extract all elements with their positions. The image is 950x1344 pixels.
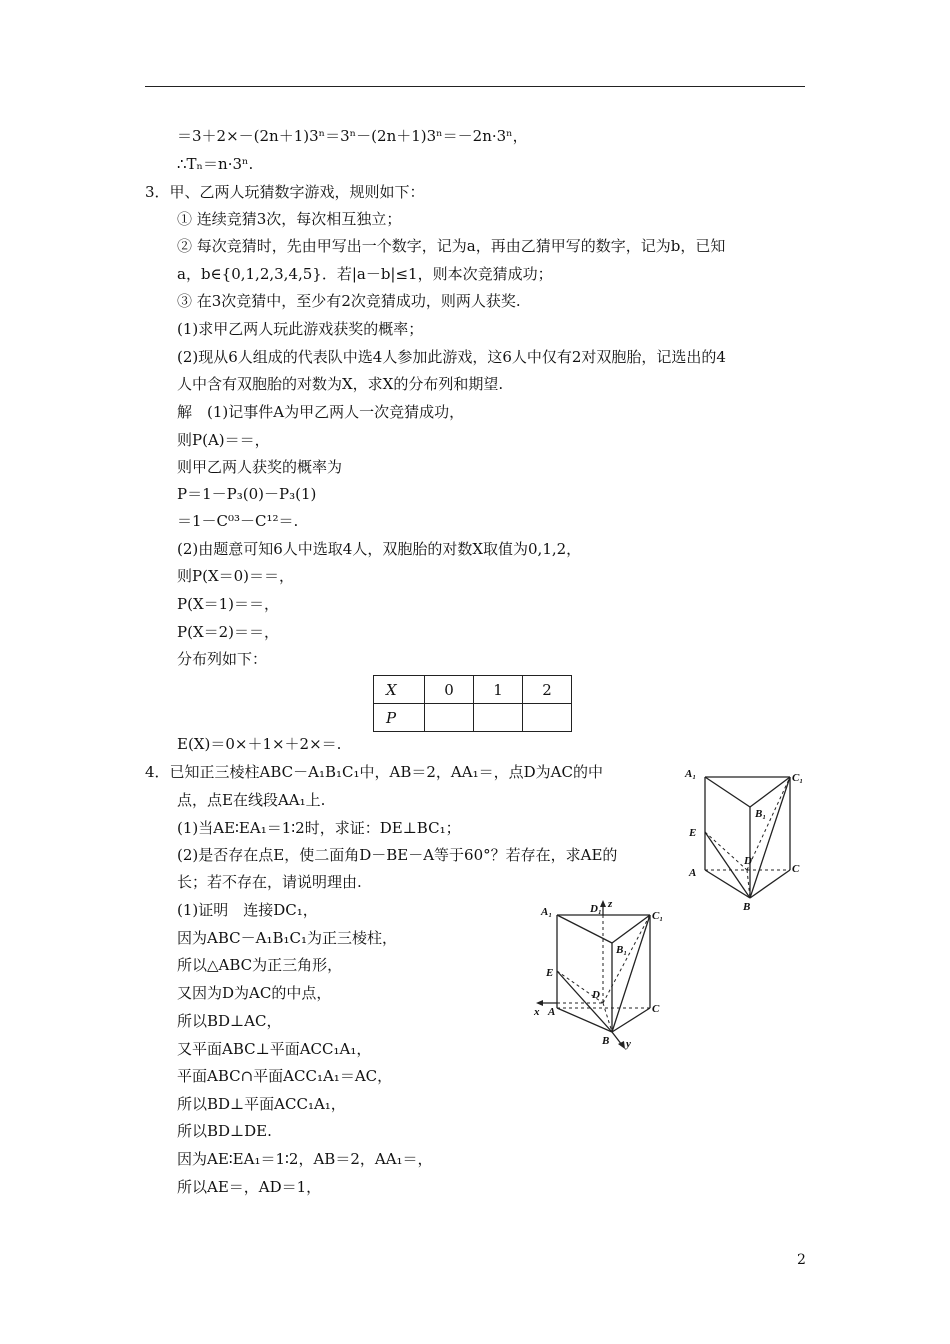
text-line: a，b∈{0,1,2,3,4,5}．若|a－b|≤1，则本次竞猜成功； bbox=[177, 265, 553, 283]
text-line: ∴Tₙ＝n·3ⁿ. bbox=[177, 155, 254, 173]
label-A: A bbox=[689, 867, 697, 879]
table-cell bbox=[523, 704, 572, 732]
text-line: 又因为D为AC的中点， bbox=[177, 984, 332, 1002]
label-D: D bbox=[744, 855, 752, 867]
table-cell: P bbox=[374, 704, 425, 732]
label-x: x bbox=[534, 1006, 540, 1018]
table-cell: 0 bbox=[425, 676, 474, 704]
text-line: ③ 在3次竞猜中，至少有2次竞猜成功，则两人获奖. bbox=[177, 292, 521, 310]
text-line: 则甲乙两人获奖的概率为 bbox=[177, 458, 343, 476]
solution-heading: 解 (1)记事件A为甲乙两人一次竞猜成功， bbox=[177, 403, 465, 421]
text-line: 则P(A)＝＝， bbox=[177, 431, 270, 449]
text-line: ① 连续竞猜3次，每次相互独立； bbox=[177, 210, 402, 228]
text-line: 又平面ABC⊥平面ACC₁A₁， bbox=[177, 1040, 372, 1058]
text-line: (2)由题意可知6人中选取4人，双胞胎的对数X取值为0,1,2， bbox=[177, 540, 582, 558]
text-line: ② 每次竞猜时，先由甲写出一个数字，记为a，再由乙猜甲写的数字，记为b，已知 bbox=[177, 237, 726, 255]
prism-figure-2 bbox=[530, 897, 675, 1057]
text-line: E(X)＝0×＋1×＋2×＝. bbox=[177, 735, 342, 753]
table-cell bbox=[425, 704, 474, 732]
label-B: B bbox=[743, 901, 751, 913]
problem-3-heading: 3．甲、乙两人玩猜数字游戏，规则如下： bbox=[145, 183, 425, 201]
text-line: P(X＝1)＝＝， bbox=[177, 595, 280, 613]
text-line: 因为AE∶EA₁＝1∶2，AB＝2，AA₁＝， bbox=[177, 1150, 433, 1168]
table-row bbox=[374, 676, 572, 704]
text-line: P＝1－P₃(0)－P₃(1) bbox=[177, 485, 317, 503]
text-line: 平面ABC∩平面ACC₁A₁＝AC， bbox=[177, 1067, 393, 1085]
label-B: B bbox=[602, 1035, 610, 1047]
table-row bbox=[374, 704, 572, 732]
text-line: 人中含有双胞胎的对数为X，求X的分布列和期望. bbox=[177, 375, 504, 393]
label-z: z bbox=[608, 898, 613, 910]
text-line: 分布列如下： bbox=[177, 650, 268, 668]
label-E: E bbox=[689, 827, 697, 839]
table-cell: 2 bbox=[523, 676, 572, 704]
text-line: (1)求甲乙两人玩此游戏获奖的概率； bbox=[177, 320, 424, 338]
text-line: 因为ABC－A₁B₁C₁为正三棱柱， bbox=[177, 929, 397, 947]
distribution-table bbox=[373, 675, 572, 732]
page-number: 2 bbox=[797, 1252, 806, 1268]
text-line: 长；若不存在，请说明理由. bbox=[177, 873, 362, 891]
text-line: P(X＝2)＝＝， bbox=[177, 623, 280, 641]
label-C: C bbox=[792, 863, 800, 875]
text-line: 点，点E在线段AA₁上. bbox=[177, 791, 326, 809]
text-line: 所以BD⊥平面ACC₁A₁， bbox=[177, 1095, 346, 1113]
label-y: y bbox=[626, 1038, 631, 1050]
label-C1: C₁ bbox=[652, 910, 664, 922]
label-E: E bbox=[546, 967, 554, 979]
text-line: 所以AE＝，AD＝1， bbox=[177, 1178, 322, 1196]
problem-4-heading: 4．已知正三棱柱ABC－A₁B₁C₁中，AB＝2，AA₁＝，点D为AC的中 bbox=[145, 763, 603, 781]
text-line: 所以BD⊥AC， bbox=[177, 1012, 282, 1030]
header-rule bbox=[145, 86, 805, 87]
label-C1: C₁ bbox=[792, 772, 804, 784]
text-line: 所以△ABC为正三角形， bbox=[177, 956, 343, 974]
prism-figure-1 bbox=[680, 760, 810, 920]
text-line: (2)现从6人组成的代表队中选4人参加此游戏，这6人中仅有2对双胞胎，记选出的4 bbox=[177, 348, 726, 366]
label-A1: A₁ bbox=[685, 768, 697, 780]
label-D1: D₁ bbox=[590, 903, 602, 915]
proof-heading: (1)证明 连接DC₁， bbox=[177, 901, 318, 919]
text-line: ＝1－C⁰³－C¹²＝. bbox=[177, 512, 299, 530]
table-cell: 1 bbox=[474, 676, 523, 704]
label-C: C bbox=[652, 1003, 660, 1015]
label-B1: B₁ bbox=[755, 808, 767, 820]
text-line: (1)当AE∶EA₁＝1∶2时，求证：DE⊥BC₁； bbox=[177, 819, 461, 837]
label-A1: A₁ bbox=[541, 906, 553, 918]
label-D: D bbox=[592, 989, 600, 1001]
text-line: ＝3＋2×－(2n＋1)3ⁿ＝3ⁿ－(2n＋1)3ⁿ＝－2n·3ⁿ， bbox=[177, 127, 528, 145]
text-line: 则P(X＝0)＝＝， bbox=[177, 567, 295, 585]
label-B1: B₁ bbox=[616, 944, 628, 956]
text-line: 所以BD⊥DE. bbox=[177, 1122, 272, 1140]
table-cell bbox=[474, 704, 523, 732]
table-cell: X bbox=[374, 676, 425, 704]
text-line: (2)是否存在点E，使二面角D－BE－A等于60°？若存在，求AE的 bbox=[177, 846, 618, 864]
label-A: A bbox=[548, 1006, 556, 1018]
